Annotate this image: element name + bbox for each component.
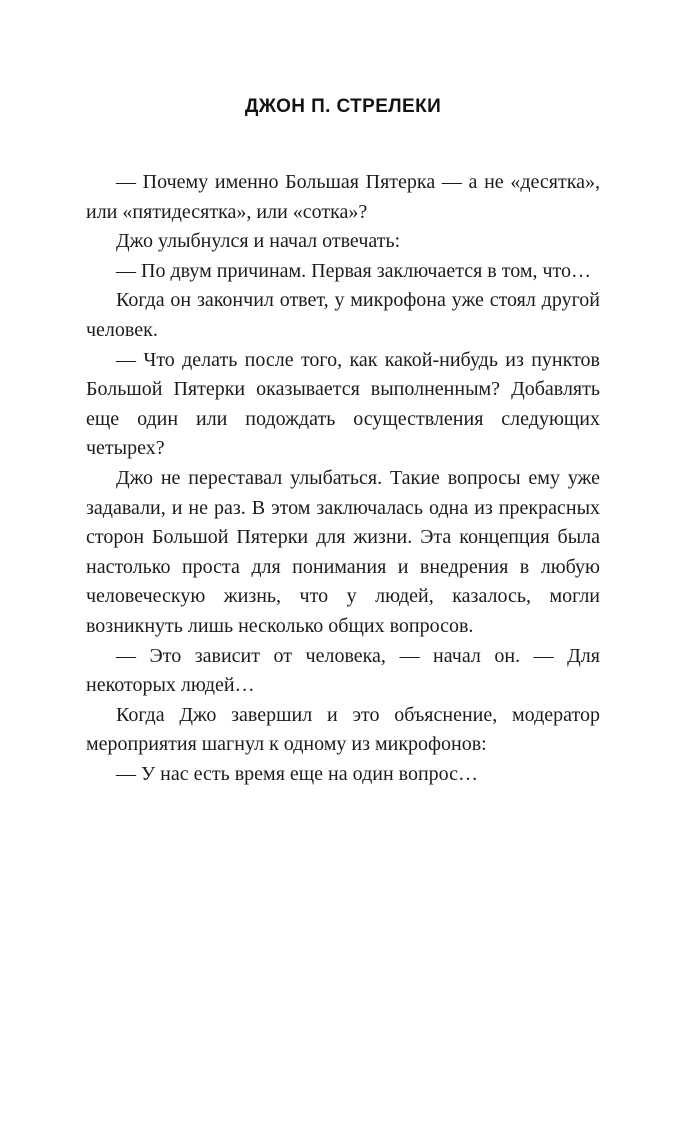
paragraph: Джо не переставал улыбаться. Такие вопросы ему уже задавали, и не раз. В этом заключалась одна из прекрасных сторон Большой Пятерки для жизни. Эта концепция была настолько проста для понимания и внедрения в любую человеческую жизнь, что у людей, казалось, могли возникнуть лишь несколько общих вопросов. [86, 466, 600, 637]
paragraph: Джо улыбнулся и начал отвечать: [116, 230, 401, 253]
paragraph: Когда он закончил ответ, у микрофона уже стоял другой человек. [86, 289, 600, 341]
page-text [86, 168, 600, 789]
paragraph: — По двум причинам. Первая заключается в том, что… [116, 259, 592, 282]
running-head-author: ДЖОН П. СТРЕЛЕКИ [244, 96, 442, 117]
paragraph: Когда Джо завершил и это объяснение, модератор мероприятия шагнул к одному из микрофонов: [86, 703, 600, 756]
paragraph: — Это зависит от человека, — начал он. — Для некоторых людей… [86, 644, 600, 697]
paragraph: — У нас есть время еще на один вопрос… [116, 762, 479, 785]
paragraph: — Что делать после того, как какой-нибудь из пунктов Большой Пятерки оказывается выполненным? Добавлять еще один или подождать осуществления следующих четырех? [86, 348, 600, 460]
paragraph: — Почему именно Большая Пятерка — а не «десятка», или «пятидесятка», или «сотка»? [86, 171, 600, 223]
